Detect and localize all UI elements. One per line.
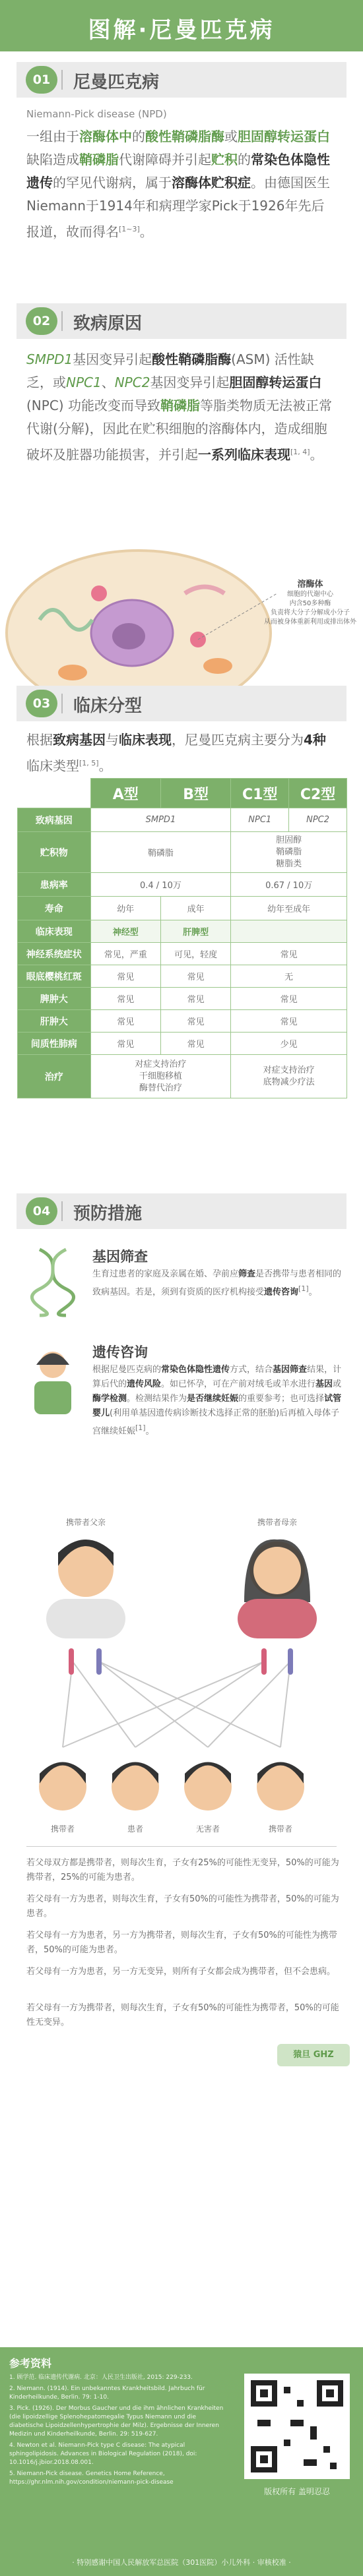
divider <box>26 1846 337 1847</box>
inheritance-note: 若父母有一方为携带者，则每次生育，子女有50%的可能性为携带者，50%的可能性无变异。 <box>26 2003 339 2027</box>
cell: 胆固醇 鞘磷脂 糖脂类 <box>231 832 347 873</box>
inheritance-note: 若父母双方都是携带者，则每次生育，子女有25%的可能性无变异，50%的可能为携带者，25%的可能为患者。 <box>26 1858 339 1882</box>
cell: 鞘磷脂 <box>90 832 231 873</box>
cell: 成年 <box>160 897 230 920</box>
cell: 对症支持治疗 底物减少疗法 <box>231 1055 347 1098</box>
divider <box>61 70 63 90</box>
lysosome-a <box>91 585 107 601</box>
type-c2-header: C2型 <box>289 779 347 808</box>
references-footer <box>0 2347 363 2576</box>
mother-label: 携带者母亲 <box>257 1518 297 1527</box>
child-label: 携带者 <box>268 1824 292 1834</box>
inheritance-note: 若父母有一方为患者，另一方无变异，则所有子女都会成为携带者，但不会患病。 <box>26 1967 336 1977</box>
cell: 常见 <box>231 943 347 965</box>
row-label: 贮积物 <box>18 832 91 873</box>
father-figure <box>46 1540 125 1638</box>
screening-text: 生育过患者的家庭及亲属在婚、孕前应筛查是否携带与患者相同的致病基因。若是，须到有资质的医疗机构接受遗传咨询[1]。 <box>92 1269 342 1298</box>
row-label: 临床表现 <box>18 920 91 943</box>
cell: NPC1 <box>231 808 289 832</box>
mitochondria-2 <box>203 658 232 674</box>
cell: 0.67 / 10万 <box>231 873 347 897</box>
row-label: 间质性肺病 <box>18 1033 91 1055</box>
liver-header: 肝脾型 <box>160 920 230 943</box>
section-title: 尼曼匹克病 <box>73 73 160 92</box>
section-title: 致病原因 <box>73 314 143 334</box>
references-list <box>9 2374 227 2490</box>
footer-thanks: · 特别感谢中国人民解放军总医院（301医院）小儿外科 · 审核校准 · <box>72 2558 291 2567</box>
divider <box>61 311 63 331</box>
section-title: 预防措施 <box>73 1204 143 1224</box>
english-name: Niemann-Pick disease (NPD) <box>26 108 167 120</box>
copyright-credit: 版权所有 盖明忍忍 <box>264 2487 330 2496</box>
section-header-3 <box>16 686 346 721</box>
row-label: 脾肿大 <box>18 988 91 1010</box>
counseling-text: 根据尼曼匹克病的常染色体隐性遗传方式，结合基因筛查结果，计算后代的遗传风险。如已怀孕，可在产前对绒毛或羊水进行基因或酶学检测。检测结果作为是否继续妊娠的重要参考；也可选择试管婴儿(利用单基因遗传病诊断技术选择正常的胚胎)后再植入母体子宫继续妊娠[1]。 <box>92 1365 342 1437</box>
inheritance-note: 若父母有一方为患者，另一方为携带者，则每次生育，子女有50%的可能性为携带者，50%的可能为患者。 <box>26 1931 337 1955</box>
neuro-header: 神经型 <box>90 920 160 943</box>
clinical-types-table <box>17 778 347 1098</box>
cell: NPC2 <box>289 808 347 832</box>
qr-code[interactable] <box>244 2374 350 2479</box>
section-number: 02 <box>26 307 57 335</box>
cell: 幼年 <box>90 897 160 920</box>
lysosome-desc: 细胞的代谢中心 内含50多种酶 负责将大分子分解成小分子 从而被身体重新利用或排出体外 <box>264 591 356 626</box>
cause-paragraph: SMPD1基因变异引起酸性鞘磷脂酶(ASM) 活性缺乏，或NPC1、NPC2基因变异引起胆固醇转运蛋白(NPC) 功能改变而导致鞘磷脂等脂类物质无法被正常代谢(分解)，因此在贮积细胞的溶酶体内，造成细胞破坏及脏器功能损害，并引起一系列临床表现[1, 4]。 <box>26 351 332 463</box>
row-label: 治疗 <box>18 1055 91 1098</box>
header-banner <box>0 0 363 51</box>
cell: 常见 <box>231 988 347 1010</box>
children <box>39 1762 304 1811</box>
cell: 0.4 / 10万 <box>90 873 231 897</box>
child-label: 携带者 <box>50 1824 75 1834</box>
cell: 常见 <box>90 965 160 988</box>
cell: 对症支持治疗 干细胞移植 酶替代治疗 <box>90 1055 231 1098</box>
inheritance-note: 若父母有一方为患者，则每次生育，子女有50%的可能性为携带者，50%的可能为患者。 <box>26 1894 339 1919</box>
reference-item: 1. 顾学范. 临床遗传代谢病. 北京：人民卫生出版社, 2015: 229-233. <box>9 2374 193 2381</box>
reference-item: 2. Niemann. (1914). Ein unbekanntes Krankheitsbild. Jahrbuch für Kinderheilkunde, Berlin. 79: 1-10. <box>9 2385 205 2401</box>
row-label: 致病基因 <box>18 808 91 832</box>
cell: 常见 <box>160 988 230 1010</box>
reference-item: 5. Niemann-Pick disease. Genetics Home Reference, https://ghr.nlm.nih.gov/condition/niemann-pick-disease <box>9 2471 174 2486</box>
inheritance-diagram <box>0 1530 363 1840</box>
cell: SMPD1 <box>90 808 231 832</box>
cell: 无 <box>231 965 347 988</box>
section-title: 临床分型 <box>73 696 143 716</box>
cell: 常见 <box>231 1010 347 1033</box>
row-label: 患病率 <box>18 873 91 897</box>
references-title: 参考资料 <box>9 2357 52 2370</box>
reference-item: 3. Pick. (1926). Der Morbus Gaucher und die ihm ähnlichen Krankheiten (die lipoidzellige Splenohepatomegalie Typus Niemann und die diabetische Lipoidzellenhypertrophie der Milz). Ergebnisse der Inneren Medizin und Kinderheilkunde, Berlin. 29: 519-627. <box>9 2405 224 2438</box>
mitochondria-1 <box>58 665 87 680</box>
divider <box>61 694 63 713</box>
row-label: 神经系统症状 <box>18 943 91 965</box>
cell: 少见 <box>231 1033 347 1055</box>
section-header-4 <box>16 1193 346 1229</box>
section-number: 01 <box>26 66 57 94</box>
dna-icon <box>26 1243 79 1322</box>
intro-paragraph: 一组由于溶酶体中的酸性鞘磷脂酶或胆固醇转运蛋白缺陷造成鞘磷脂代谢障碍并引起贮积的常染色体隐性遗传的罕见代谢病，属于溶酶体贮积症。由德国医生Niemann于1914年和病理学家Pick于1926年先后报道，故而得名[1~3]。 <box>26 129 330 240</box>
doctor-icon <box>26 1345 79 1418</box>
section-number: 04 <box>26 1197 57 1225</box>
cell: 常见，严重 <box>90 943 160 965</box>
divider <box>61 1201 63 1221</box>
counseling-title: 遗传咨询 <box>92 1344 148 1360</box>
cell: 常见 <box>160 1010 230 1033</box>
cell: 常见 <box>160 965 230 988</box>
father-label: 携带者父亲 <box>65 1518 106 1527</box>
row-label: 寿命 <box>18 897 91 920</box>
mother-figure <box>238 1540 317 1638</box>
page-title: 图解·尼曼匹克病 <box>88 17 275 44</box>
section-number: 03 <box>26 690 57 717</box>
qr-pattern <box>244 2374 350 2479</box>
lysosome-label: 溶酶体 <box>297 580 323 589</box>
screening-title: 基因筛查 <box>92 1249 148 1265</box>
section-header-2 <box>16 303 346 339</box>
stamp-badge: 猿旦 GHZ <box>277 2044 350 2066</box>
reference-item: 4. Newton et al. Niemann-Pick type C disease: The atypical sphingolipidosis. Advances in Biological Regulation (2018), doi: 10.1016/j.jbior.2018.08.001. <box>9 2442 197 2466</box>
types-intro: 根据致病基因与临床表现，尼曼匹克病主要分为4种临床类型[1, 5]。 <box>26 732 326 774</box>
child-label: 患者 <box>127 1824 143 1834</box>
row-label: 眼底樱桃红斑 <box>18 965 91 988</box>
cell: 常见 <box>90 988 160 1010</box>
cell: 常见 <box>90 1010 160 1033</box>
cell: 常见 <box>160 1033 230 1055</box>
type-b-header: B型 <box>160 779 230 808</box>
row-label: 肝肿大 <box>18 1010 91 1033</box>
cell: 幼年至成年 <box>231 897 347 920</box>
section-header-1 <box>16 62 346 98</box>
nucleolus <box>112 623 145 649</box>
cell: 常见 <box>90 1033 160 1055</box>
type-a-header: A型 <box>90 779 160 808</box>
type-c1-header: C1型 <box>231 779 289 808</box>
chromosomes <box>69 1648 293 1675</box>
cell: 可见，轻度 <box>160 943 230 965</box>
child-label: 无害者 <box>195 1824 220 1834</box>
